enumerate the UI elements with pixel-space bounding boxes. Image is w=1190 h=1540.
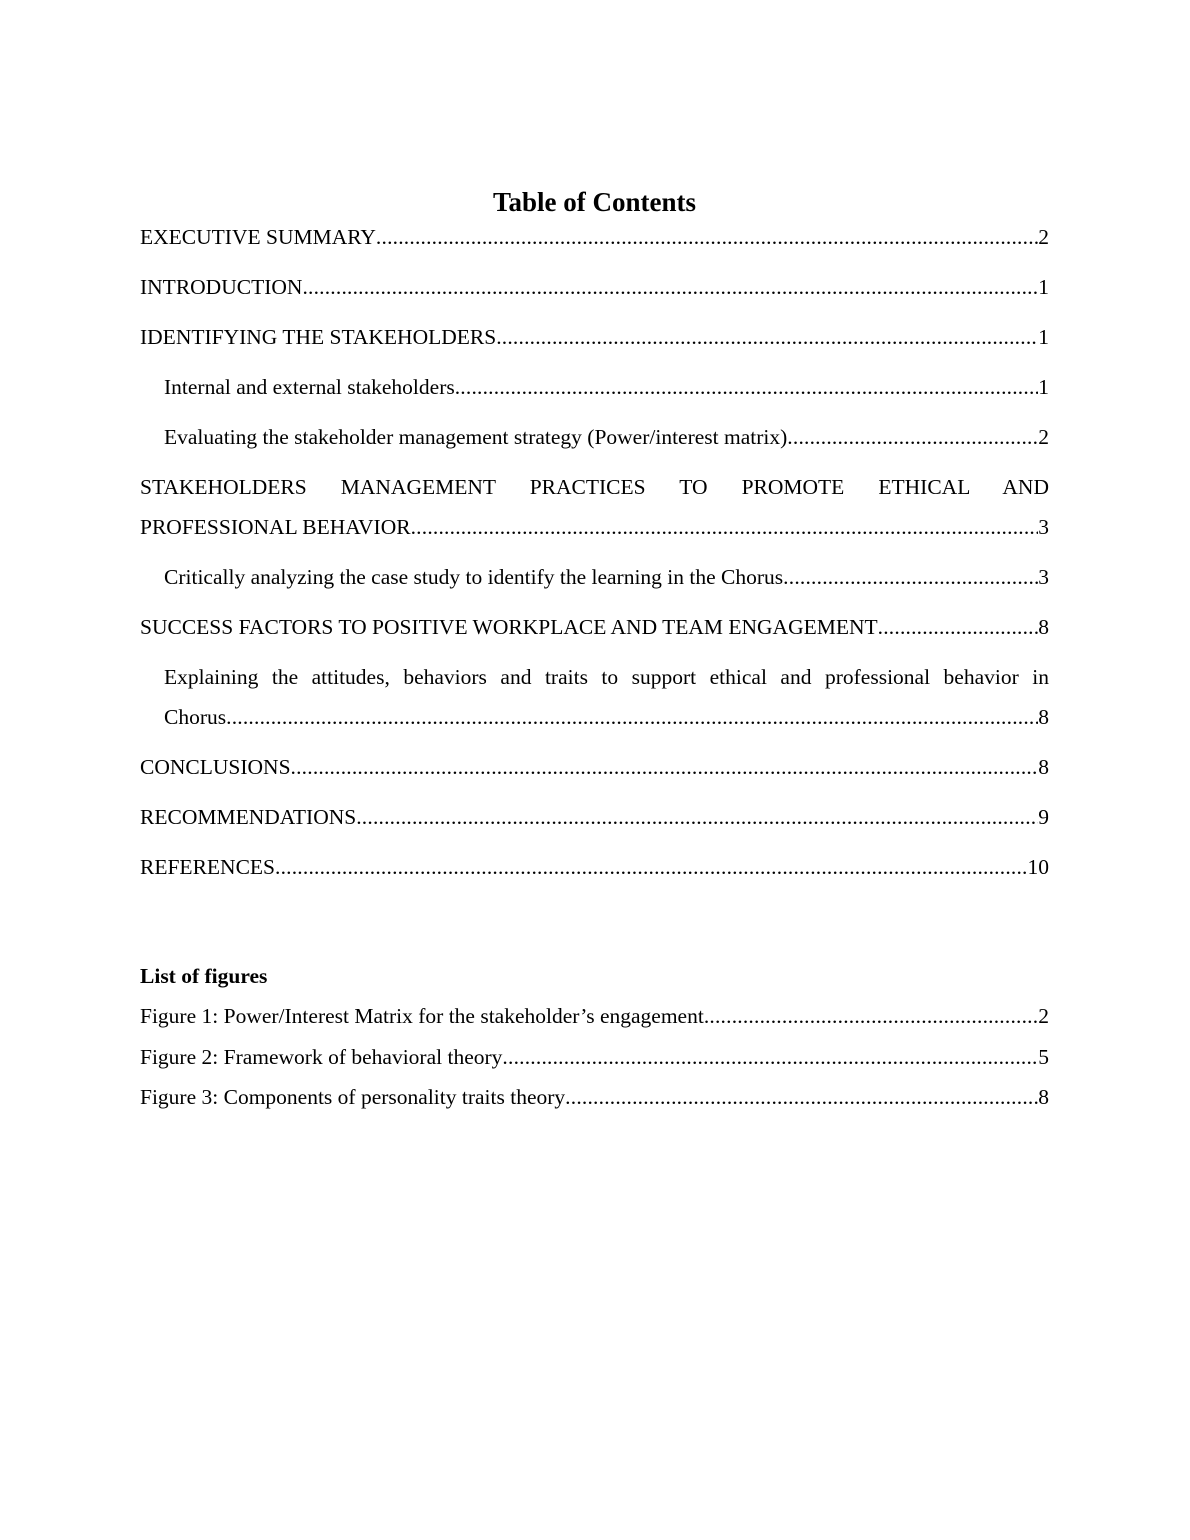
dot-leader: [291, 747, 1039, 787]
table-of-contents: [140, 184, 1049, 897]
dot-leader: [878, 607, 1039, 647]
toc-entry-label: REFERENCES: [140, 855, 275, 879]
figure-entry-label: Figure 2: Framework of behavioral theory: [140, 1044, 503, 1069]
toc-entry-label: INTRODUCTION: [140, 275, 303, 299]
dot-leader: [787, 417, 1038, 457]
figure-entry-label: Figure 1: Power/Interest Matrix for the stakeholder’s engagement: [140, 1004, 704, 1028]
toc-entry-introduction[interactable]: [140, 267, 1049, 307]
figures-heading: List of figures: [140, 964, 268, 988]
dot-leader: [226, 697, 1038, 737]
figure-entry-3[interactable]: [140, 1077, 1049, 1117]
dot-leader: [565, 1077, 1038, 1117]
toc-entry-label-line2: Chorus: [164, 705, 227, 729]
toc-entry-success-factors[interactable]: [140, 607, 1049, 647]
dot-leader: [376, 217, 1038, 257]
dot-leader: [411, 507, 1039, 547]
toc-entry-critically-analyzing[interactable]: [140, 557, 1049, 597]
toc-entry-page: 2: [1038, 225, 1049, 249]
toc-entry-page: 1: [1038, 325, 1049, 349]
toc-entry-label: RECOMMENDATIONS: [140, 805, 357, 829]
dot-leader: [783, 557, 1038, 597]
toc-entry-label: EXECUTIVE SUMMARY: [140, 225, 376, 249]
toc-entry-references[interactable]: [140, 847, 1049, 887]
toc-entry-page: 3: [1038, 515, 1049, 539]
toc-entry-label: SUCCESS FACTORS TO POSITIVE WORKPLACE AND TEAM ENGAGEMENT: [140, 615, 878, 639]
toc-entry-explaining-attitudes[interactable]: [140, 657, 1049, 737]
dot-leader: [302, 267, 1038, 307]
toc-entry-identifying-stakeholders[interactable]: [140, 317, 1049, 357]
dot-leader: [496, 317, 1038, 357]
figure-entry-1[interactable]: [140, 996, 1049, 1036]
figure-entry-label: Figure 3: Components of personality traits theory: [140, 1085, 566, 1109]
figure-entry-page: 8: [1038, 1085, 1049, 1109]
dot-leader: [704, 996, 1038, 1036]
dot-leader: [455, 367, 1039, 407]
list-of-figures: [140, 956, 1049, 1118]
toc-entry-page: 8: [1038, 615, 1049, 639]
toc-entry-label-line1: STAKEHOLDERS MANAGEMENT PRACTICES TO PROMOTE ETHICAL AND: [140, 475, 1049, 499]
figure-entry-page: 5: [1038, 1044, 1049, 1069]
toc-entry-label-line1: Explaining the attitudes, behaviors and traits to support ethical and professional behavior in: [164, 665, 1049, 689]
dot-leader: [502, 1037, 1038, 1077]
toc-entry-page: 1: [1038, 375, 1049, 399]
toc-entry-executive-summary[interactable]: [140, 217, 1049, 257]
toc-entry-page: 8: [1038, 705, 1049, 729]
toc-entry-page: 3: [1038, 565, 1049, 589]
toc-entry-internal-external[interactable]: [140, 367, 1049, 407]
toc-entry-page: 2: [1038, 425, 1049, 449]
figure-entry-2[interactable]: [140, 1037, 1049, 1077]
toc-entry-management-practices[interactable]: [140, 467, 1049, 547]
dot-leader: [356, 797, 1038, 837]
toc-entry-evaluating-strategy[interactable]: [140, 417, 1049, 457]
toc-entry-conclusions[interactable]: [140, 747, 1049, 787]
toc-entry-page: 10: [1027, 855, 1049, 879]
toc-entry-label-line2: PROFESSIONAL BEHAVIOR: [140, 515, 411, 539]
toc-entry-label: Critically analyzing the case study to identify the learning in the Chorus: [164, 565, 784, 589]
toc-entry-label: CONCLUSIONS: [140, 755, 291, 779]
toc-entry-recommendations[interactable]: [140, 797, 1049, 837]
dot-leader: [275, 847, 1028, 887]
toc-title: Table of Contents: [492, 187, 697, 217]
toc-entry-label: IDENTIFYING THE STAKEHOLDERS: [140, 325, 497, 349]
toc-entry-page: 8: [1038, 755, 1049, 779]
toc-entry-page: 9: [1038, 805, 1049, 829]
toc-entry-label: Internal and external stakeholders: [164, 375, 455, 399]
toc-entry-label: Evaluating the stakeholder management strategy (Power/interest matrix): [164, 425, 788, 449]
toc-entry-page: 1: [1038, 275, 1049, 299]
figure-entry-page: 2: [1038, 1004, 1049, 1028]
